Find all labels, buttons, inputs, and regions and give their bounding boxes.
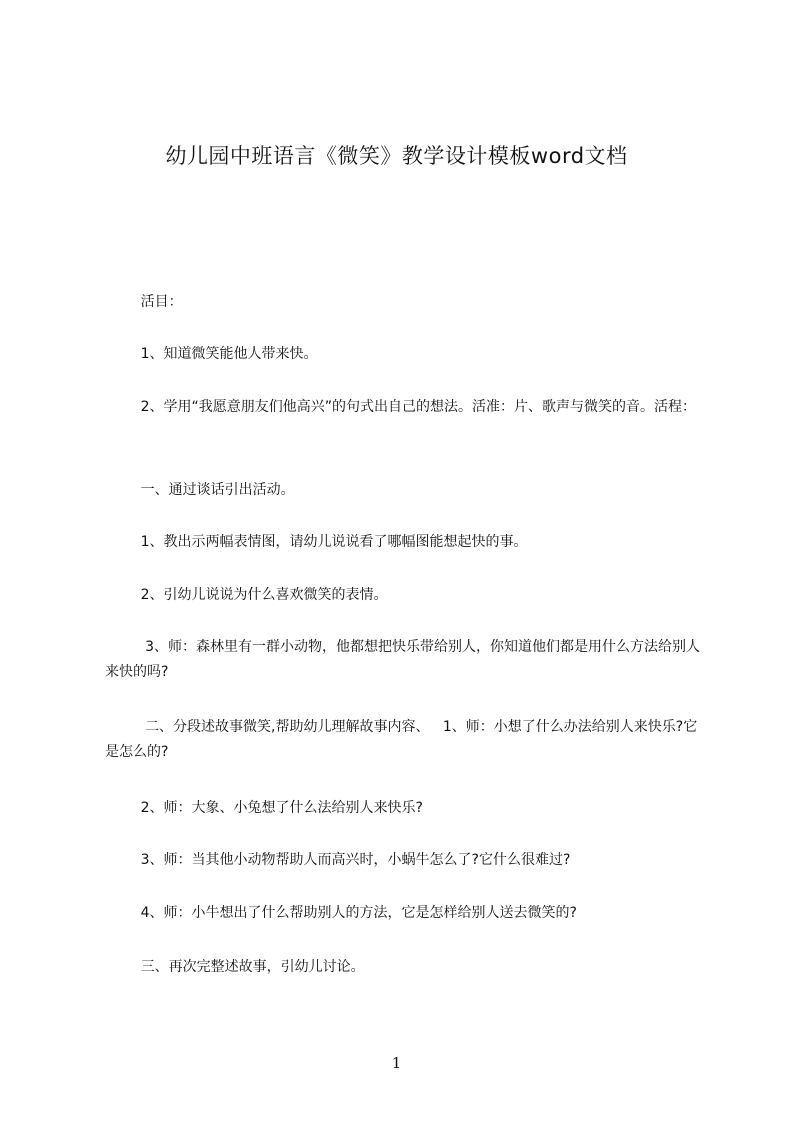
paragraph-section-1: 一、通过谈话引出活动。 [105, 482, 295, 498]
paragraph-step-1-1: 1、教出示两幅表情图，请幼儿说说看了哪幅图能想起快的事。 [105, 534, 528, 550]
paragraph-step-2-3: 3、师：当其他小动物帮助人而高兴时，小蜗牛怎么了?它什么很难过? [105, 852, 571, 868]
paragraph-step-2-2: 2、师：大象、小兔想了什么法给别人来快乐? [105, 800, 423, 816]
paragraph-section-3: 三、再次完整述故事，引幼儿讨论。 [105, 959, 365, 975]
page-number: 1 [391, 1054, 402, 1072]
document-title: 幼儿园中班语言《微笑》教学设计模板word文档 [165, 144, 628, 168]
paragraph-goal-2: 2、学用“我愿意朋友们他高兴”的句式出自己的想法。活准：片、歌声与微笑的音。活程： [105, 399, 697, 415]
paragraph-step-1-2: 2、引幼儿说说为什么喜欢微笑的表情。 [105, 587, 388, 603]
paragraph-activity-goal: 活目： [105, 294, 183, 310]
paragraph-section-2: 二、分段述故事微笑,帮助幼儿理解故事内容、 1、师：小想了什么办法给别人来快乐?它是怎么的? [105, 719, 698, 760]
paragraph-step-1-3: 3、师：森林里有一群小动物，他都想把快乐带给别人，你知道他们都是用什么方法给别人来快的吗? [105, 639, 700, 680]
paragraph-step-2-4: 4、师：小牛想出了什么帮助别人的方法，它是怎样给别人送去微笑的? [105, 905, 577, 921]
paragraph-goal-1: 1、知道微笑能他人带来快。 [105, 346, 318, 362]
